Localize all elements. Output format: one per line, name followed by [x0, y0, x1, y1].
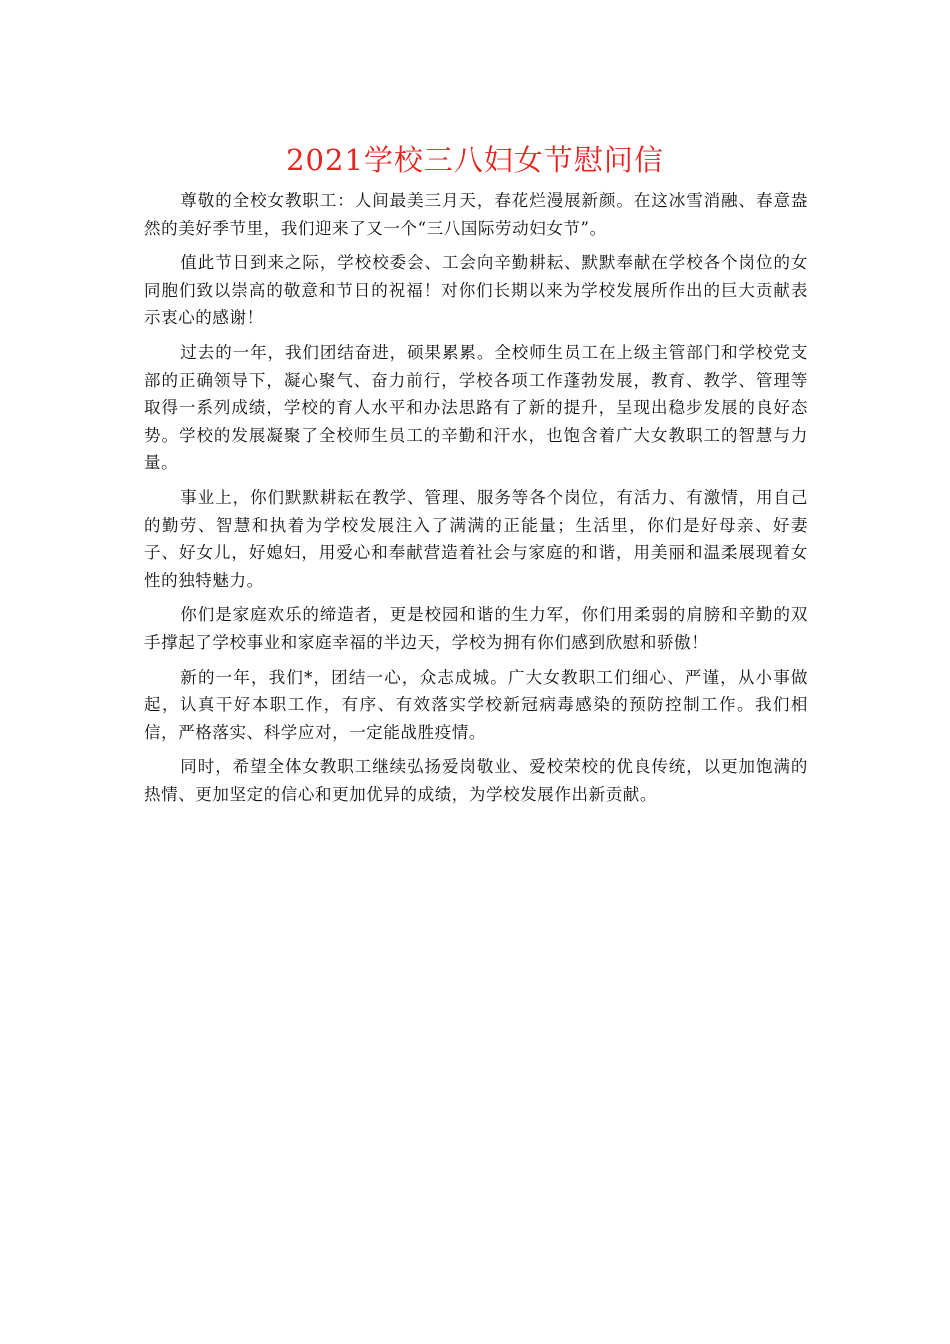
paragraph-6: 新的一年，我们*，团结一心，众志成城。广大女教职工们细心、严谨，从小事做起，认真干好本职工作，有序、有效落实学校新冠病毒感染的预防控制工作。我们相信，严格落实、科学应对，一定能战胜疫情。: [144, 667, 808, 742]
paragraph-1: 尊敬的全校女教职工：人间最美三月天，春花烂漫展新颜。在这冰雪消融、春意盎然的美好季节里，我们迎来了又一个“三八国际劳动妇女节”。: [144, 191, 808, 238]
paragraph-3: 过去的一年，我们团结奋进，硕果累累。全校师生员工在上级主管部门和学校党支部的正确领导下，凝心聚气、奋力前行，学校各项工作蓬勃发展，教育、教学、管理等取得一系列成绩，学校的育人水平和办法思路有了新的提升，呈现出稳步发展的良好态势。学校的发展凝聚了全校师生员工的辛勤和汗水，也饱含着广大女教职工的智慧与力量。: [144, 342, 808, 473]
paragraph-4: 事业上，你们默默耕耘在教学、管理、服务等各个岗位，有活力、有激情，用自己的勤劳、智慧和执着为学校发展注入了满满的正能量；生活里，你们是好母亲、好妻子、好女儿，好媳妇，用爱心和奉献营造着社会与家庭的和谐，用美丽和温柔展现着女性的独特魅力。: [144, 487, 808, 590]
paragraph-2: 值此节日到来之际，学校校委会、工会向辛勤耕耘、默默奉献在学校各个岗位的女同胞们致以崇高的敬意和节日的祝福！对你们长期以来为学校发展所作出的巨大贡献表示衷心的感谢！: [144, 253, 808, 328]
paragraph-5: 你们是家庭欢乐的缔造者，更是校园和谐的生力军，你们用柔弱的肩膀和辛勤的双手撑起了学校事业和家庭幸福的半边天，学校为拥有你们感到欣慰和骄傲！: [144, 605, 808, 652]
document-title: 2021学校三八妇女节慰问信: [286, 143, 664, 177]
paragraph-7: 同时，希望全体女教职工继续弘扬爱岗敬业、爱校荣校的优良传统，以更加饱满的热情、更加坚定的信心和更加优异的成绩，为学校发展作出新贡献。: [144, 757, 808, 804]
document-body: [144, 187, 808, 815]
